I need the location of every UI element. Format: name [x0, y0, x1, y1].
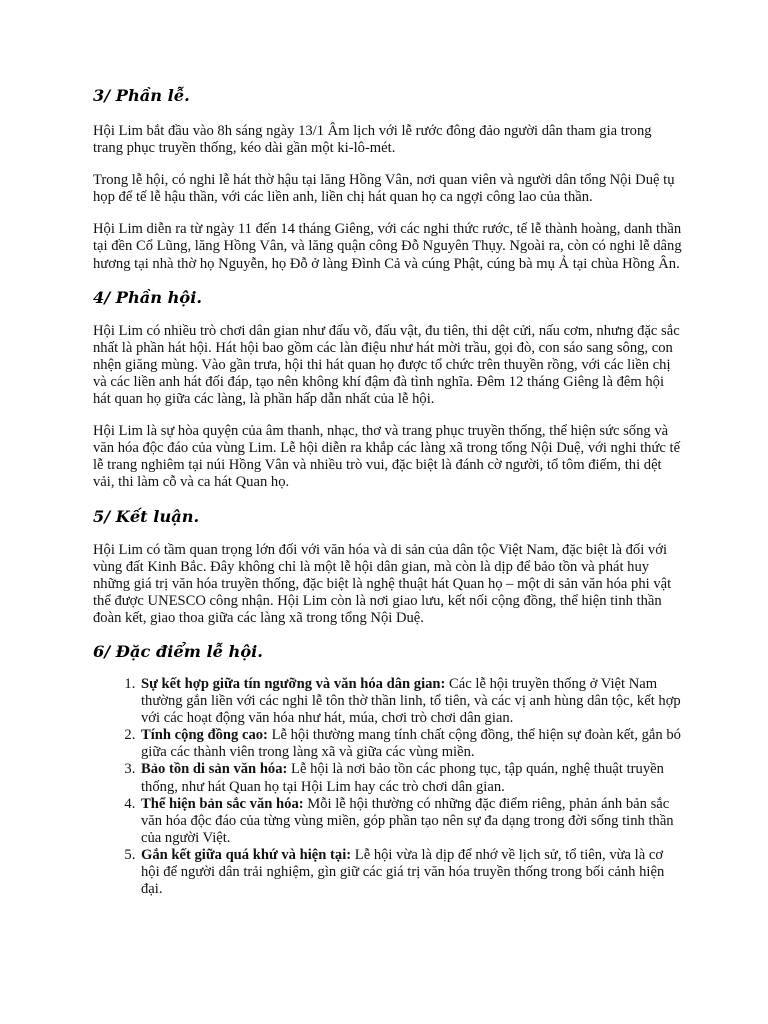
list-item-term: Sự kết hợp giữa tín ngưỡng và văn hóa dân gian: [141, 675, 446, 692]
section-heading-le: 3/ Phần lễ. [93, 86, 190, 105]
list-item [139, 847, 683, 898]
list-item [139, 761, 683, 795]
list-item-text: Mỗi lễ hội thường có những đặc điểm riêng, phản ánh bản sắc văn hóa độc đáo của từng vùng miền, góp phần tạo nên sự đa dạng trong đời sống tinh thần của người Việt. [141, 795, 674, 846]
paragraph: Hội Lim có tầm quan trọng lớn đối với văn hóa và di sản của dân tộc Việt Nam, đặc biệt là đối với vùng đất Kinh Bắc. Đây không chỉ là một lễ hội dân gian, mà còn là dịp để bảo tồn và phát huy những giá trị văn hóa truyền thống, đặc biệt là nghệ thuật hát Quan họ – một di sản văn hóa phi vật thể được UNESCO công nhận. Hội Lim còn là nơi giao lưu, kết nối cộng đồng, thể hiện tinh thần đoàn kết, giao thoa giữa các làng xã trong tổng Nội Duệ. [93, 541, 672, 626]
paragraph: Hội Lim bắt đầu vào 8h sáng ngày 13/1 Âm lịch với lễ rước đông đảo người dân tham gia trong trang phục truyền thống, kéo dài gần một ki-lô-mét. [93, 123, 652, 157]
paragraph: Hội Lim là sự hòa quyện của âm thanh, nhạc, thơ và trang phục truyền thống, thể hiện sức sống và văn hóa độc đáo của vùng Lim. Lễ hội diễn ra khắp các làng xã trong tổng Nội Duệ, với nghi thức tế lễ trang nghiêm tại núi Hồng Vân và nhiều trò vui, đặc biệt là đánh cờ người, tổ tôm điếm, thi dệt vải, thi làm cỗ và ca hát Quan họ. [93, 423, 681, 491]
section-heading-ket-luan: 5/ Kết luận. [93, 506, 200, 526]
section-heading-hoi: 4/ Phần hội. [93, 287, 202, 307]
list-item-text: Các lễ hội truyền thống ở Việt Nam thường gắn liền với các nghi lễ tôn thờ thần linh, tổ tiên, và các vị anh hùng dân tộc, kết hợp với các hoạt động văn hóa như hát, múa, chơi trò chơi dân gian. [141, 675, 681, 727]
section-heading-dac-diem: 6/ Đặc điểm lễ hội. [93, 641, 263, 661]
features-list [93, 676, 683, 898]
list-item [139, 727, 683, 761]
list-item [139, 676, 683, 727]
paragraph: Hội Lim diễn ra từ ngày 11 đến 14 tháng Giêng, với các nghi thức rước, tế lễ thành hoàng, danh thần tại đền Cổ Lũng, lăng Hồng Vân, và lăng quận công Đỗ Nguyên Thụy. Ngoài ra, còn có nghi lễ dâng hương tại nhà thờ họ Nguyễn, họ Đỗ ở làng Đình Cả và cúng Phật, cúng bà mụ Ả tại chùa Hồng Ân. [93, 221, 682, 272]
document-page [93, 86, 683, 898]
list-item [139, 796, 683, 847]
list-item-text: Lễ hội thường mang tính chất cộng đồng, thể hiện sự đoàn kết, gắn bó giữa các thành viên trong làng xã và giữa các vùng miền. [141, 727, 681, 761]
list-item-term: Thể hiện bản sắc văn hóa: [141, 795, 304, 812]
paragraph: Hội Lim có nhiều trò chơi dân gian như đấu võ, đấu vật, đu tiên, thi dệt cửi, nấu cơm, nhưng đặc sắc nhất là phần hát hội. Hát hội bao gồm các làn điệu như hát mời trầu, gọi đò, con sáo sang sông, con nhện giăng mùng. Vào gần trưa, hội thi hát quan họ được tổ chức trên thuyền rồng, với các liền chị và các liền anh hát đối đáp, tạo nên không khí đậm đà tình nghĩa. Đêm 12 tháng Giêng là đêm hội hát quan họ giữa các làng, là phần hấp dẫn nhất của lễ hội. [93, 322, 680, 408]
list-item-term: Tính cộng đồng cao: [141, 727, 268, 744]
list-item-text: Lễ hội vừa là dịp để nhớ về lịch sử, tổ tiên, vừa là cơ hội để người dân trải nghiệm, gìn giữ các giá trị văn hóa truyền thống trong bối cảnh hiện đại. [141, 846, 665, 898]
list-item-text: Lễ hội là nơi bảo tồn các phong tục, tập quán, nghệ thuật truyền thống, như hát Quan họ tại Hội Lim hay các trò chơi dân gian. [141, 761, 664, 795]
list-item-term: Bảo tồn di sản văn hóa: [141, 761, 288, 778]
list-item-term: Gắn kết giữa quá khứ và hiện tại: [141, 846, 352, 863]
paragraph: Trong lễ hội, có nghi lễ hát thờ hậu tại lăng Hồng Vân, nơi quan viên và người dân tổng Nội Duệ tụ họp để tế lễ hậu thần, với các liền anh, liền chị hát quan họ ca ngợi công lao của thần. [93, 172, 675, 206]
